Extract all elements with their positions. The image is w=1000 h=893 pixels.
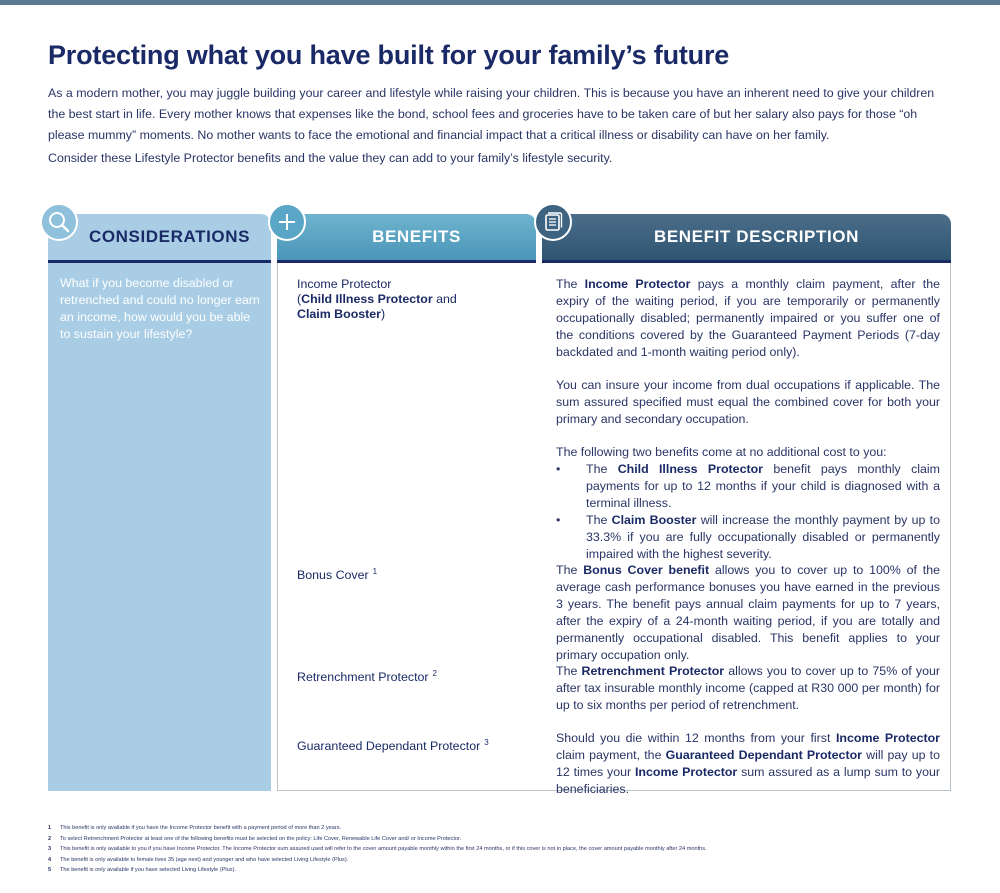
bonus-cover-description	[556, 562, 940, 664]
benefits-header	[277, 214, 536, 263]
text-run: sum assured as a lump sum to your beneficiaries.	[556, 765, 940, 796]
page-title: Protecting what you have built for your family’s future	[48, 40, 730, 70]
paren-open: (	[297, 292, 302, 306]
search-icon	[40, 203, 78, 241]
text-run: will increase the monthly payment by up to 33.3% if you are fully occupationally disabled or permanently impaired with the highest severity.	[586, 513, 940, 561]
footnote-number: 1	[48, 825, 52, 831]
income-protector-description	[556, 276, 940, 563]
benefit-name-income-protector	[297, 277, 527, 322]
text-run: The	[586, 513, 612, 527]
bonus-cover-name: Bonus Cover	[297, 568, 369, 583]
benefit-description-header-label: BENEFIT DESCRIPTION	[653, 227, 860, 246]
text-run: allows you to cover up to 75% of your after tax insurable monthly income (capped at R30 000 per month) for up to six months per period of retrenchment.	[556, 664, 940, 712]
footnote-number: 5	[48, 867, 52, 873]
footnote-number: 3	[48, 846, 52, 852]
text-run: The	[556, 664, 582, 678]
benefits-header-label: BENEFITS	[372, 227, 461, 246]
bold-run: Child Illness Protector	[617, 462, 763, 476]
list-item	[556, 461, 940, 512]
footnote-text: The benefit is only available to female lives 35 (age next) and younger and who have selected Living Lifestyle (Plus).	[60, 856, 349, 863]
considerations-text: What if you become disabled or retrenched and could no longer earn an income, how would you be able to sustain your lifestyle?	[60, 276, 260, 341]
footnote-ref: 2	[432, 669, 437, 678]
footnote	[48, 865, 953, 876]
document-icon	[534, 203, 572, 241]
footnote-text: The benefit is only available if you have selected Living Lifestyle (Plus).	[60, 867, 236, 873]
text-run: Should you die within 12 months from your first	[556, 731, 836, 745]
list-item	[556, 512, 940, 563]
text-run: will pay up to 12 times your	[556, 748, 940, 779]
footnotes	[48, 823, 953, 876]
and-text: and	[432, 292, 457, 306]
footnote-number: 2	[48, 835, 52, 842]
considerations-column	[48, 263, 271, 791]
footnote-text: To select Retrenchment Protector at least one of the following benefits must be selected on the policy: Life Cover, Renewable Life Cover and/ or Income Protector.	[60, 835, 462, 842]
plus-icon	[268, 203, 306, 241]
retrenchment-protector-description	[556, 663, 940, 714]
footnote	[48, 823, 953, 834]
benefit-name-bonus-cover	[297, 564, 527, 583]
bold-run: Income Protector	[584, 277, 691, 291]
footnote-ref: 3	[484, 738, 489, 747]
text-run: pays a monthly claim payment, after the expiry of the waiting period, if you are temporarily or permanently occupationally disabled; permanently impaired or you suffer one of the conditions covered by the Guaranteed Payment Periods (7-day backdated and 1-month waiting period only).	[556, 277, 940, 359]
top-accent-bar	[0, 0, 1000, 5]
text-run: The	[586, 462, 618, 476]
no-cost-benefits-list	[556, 461, 940, 563]
footnote-number: 4	[48, 856, 52, 863]
footnote-ref: 1	[372, 567, 378, 576]
text-run: benefit pays monthly claim payments for up to 12 months if your child is diagnosed with a terminal illness.	[586, 462, 940, 510]
text-run: allows you to cover up to 100% of the average cash performance bonuses you have earned in the previous 3 years. The benefit pays annual claim payments for up to 7 years, after the expiry of a 24-month waiting period, if you are totally and permanently occupational disabled. This benefit applies to your primary occupation only.	[556, 563, 941, 662]
guaranteed-dependant-protector-description	[556, 730, 940, 798]
income-protector-p2: You can insure your income from dual occupations if applicable. The sum assured specified must equal the combined cover for both your primary and secondary occupation.	[556, 378, 940, 426]
child-illness-protector-name: Child Illness Protector	[301, 292, 433, 306]
claim-booster-name: Claim Booster	[297, 307, 381, 321]
intro-paragraph-2: Consider these Lifestyle Protector benefits and the value they can add to your family’s lifestyle security.	[48, 151, 613, 165]
footnote-text: This benefit is only available to you if you have Income Protector. The Income Protector sum assured used will refer to the cover amount payable monthly within the first 24 months, or if this cover is not in place, the cover amount payable monthly after 24 months.	[60, 846, 707, 852]
considerations-header	[48, 214, 271, 263]
income-protector-p3: The following two benefits come at no additional cost to you:	[556, 445, 887, 459]
bold-run: Guaranteed Dependant Protector	[665, 748, 862, 762]
benefit-name-retrenchment-protector	[297, 666, 527, 685]
retrenchment-protector-name: Retrenchment Protector	[297, 670, 429, 685]
footnote-text: This benefit is only available if you have the Income Protector benefit with a payment period of more than 2 years.	[60, 825, 342, 831]
guaranteed-dependant-protector-name: Guaranteed Dependant Protector	[297, 739, 481, 754]
intro-paragraph: As a modern mother, you may juggle building your career and lifestyle while raising your children. This is because you have an inherent need to give your children the best start in life. Every mother knows that expenses like the bond, school fees and groceries have to be taken care of but her salary also pays for those “oh please mummy” moments. No mother wants to face the emotional and financial impact that a critical illness or disability can have on her family.	[48, 86, 935, 142]
text-run: The	[556, 563, 584, 577]
income-protector-p1	[556, 276, 940, 361]
footnote	[48, 855, 953, 866]
benefit-description-header	[542, 214, 951, 263]
text-run: The	[556, 277, 585, 291]
text-run: claim payment, the	[556, 748, 666, 762]
considerations-header-label: CONSIDERATIONS	[88, 227, 251, 246]
income-protector-name: Income Protector	[297, 277, 392, 291]
paren-close: )	[381, 307, 386, 321]
bold-run: Claim Booster	[611, 513, 697, 527]
footnote	[48, 844, 953, 855]
bold-run: Income Protector	[634, 765, 738, 779]
benefit-name-guaranteed-dependant-protector	[297, 735, 527, 754]
bold-run: Income Protector	[835, 731, 940, 745]
footnote	[48, 834, 953, 845]
bold-run: Retrenchment Protector	[581, 664, 725, 678]
bold-run: Bonus Cover benefit	[583, 563, 710, 577]
